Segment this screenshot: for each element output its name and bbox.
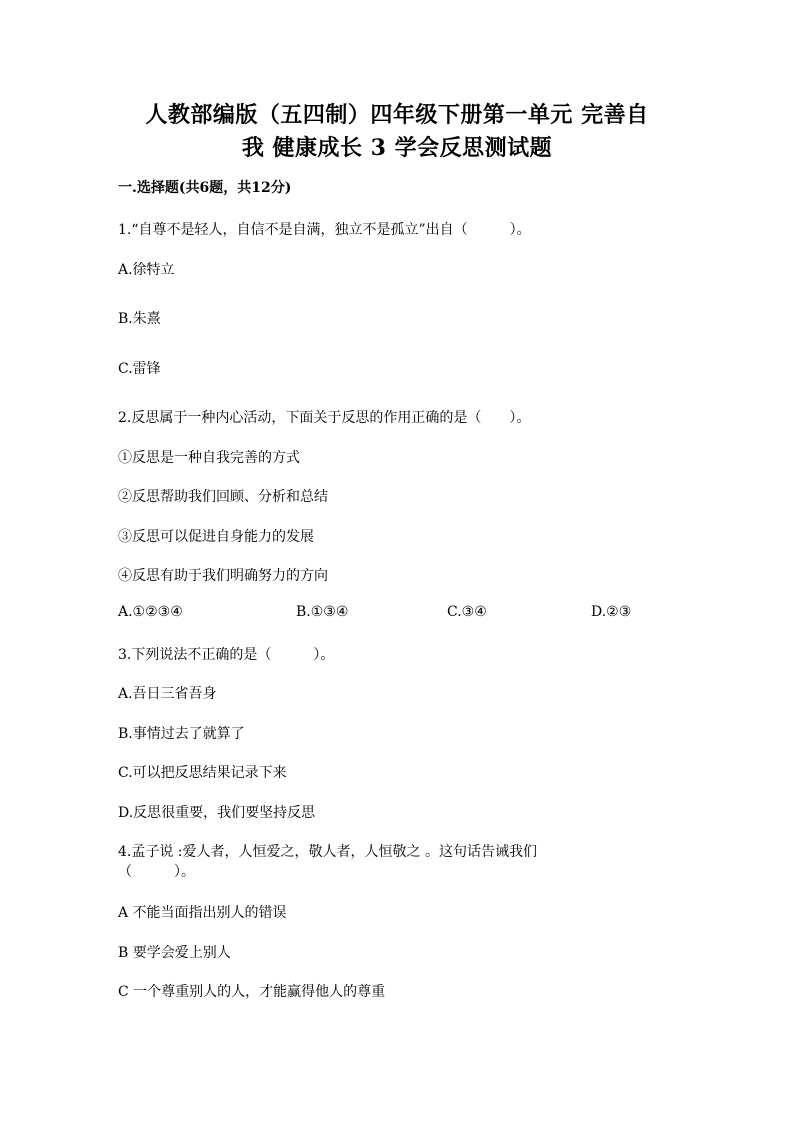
question-2-option-a: A.①②③④ (118, 604, 183, 620)
question-4-option-c: C 一个尊重别人的人，才能赢得他人的尊重 (118, 984, 386, 1000)
question-4-stem-line1: 4.孟子说 :爱人者，人恒爱之，敬人者，人恒敬之 。这句话告诫我们 (118, 844, 537, 860)
question-3-option-d: D.反思很重要，我们要坚持反思 (118, 805, 316, 821)
question-1-option-a: A.徐特立 (118, 262, 175, 278)
question-2-option-d: D.②③ (591, 604, 632, 620)
question-4-option-a: A 不能当面指出别人的错误 (118, 905, 287, 921)
question-2-option-c: C.③④ (447, 604, 487, 620)
question-4-stem-line2: （ ）。 (118, 864, 195, 880)
question-4-option-b: B 要学会爱上别人 (118, 945, 231, 961)
question-1-stem: 1.“自尊不是轻人，自信不是自满，独立不是孤立”出自（ ）。 (118, 222, 531, 238)
question-2-option-b: B.①③④ (296, 604, 349, 620)
question-3-option-c: C.可以把反思结果记录下来 (118, 765, 287, 781)
question-2-statement-3: ③反思可以促进自身能力的发展 (118, 529, 314, 545)
page-title-line1: 人教部编版（五四制）四年级下册第一单元 完善自 (145, 102, 649, 128)
question-3-stem: 3.下列说法不正确的是（ ）。 (118, 647, 335, 663)
question-2-statement-2: ②反思帮助我们回顾、分析和总结 (118, 489, 328, 505)
page-title-line2: 我 健康成长 3 学会反思测试题 (241, 135, 553, 161)
question-2-statement-4: ④反思有助于我们明确努力的方向 (118, 568, 328, 584)
question-1-option-c: C.雷锋 (118, 361, 161, 377)
question-2-stem: 2.反思属于一种内心活动，下面关于反思的作用正确的是（ ）。 (118, 410, 531, 426)
question-3-option-a: A.吾日三省吾身 (118, 686, 217, 702)
question-3-option-b: B.事情过去了就算了 (118, 726, 245, 742)
question-2-statement-1: ①反思是一种自我完善的方式 (118, 450, 300, 466)
question-1-option-b: B.朱熹 (118, 311, 161, 327)
section-heading: 一.选择题(共6题，共12分) (118, 180, 292, 196)
